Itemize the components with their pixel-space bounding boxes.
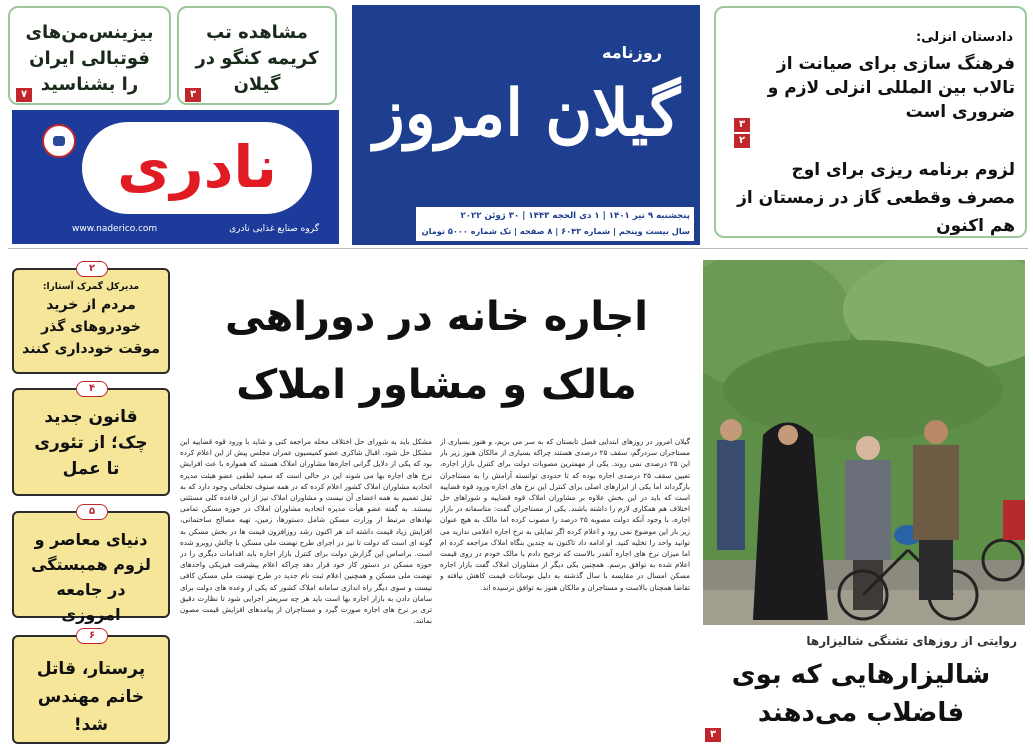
- photo-story-headline[interactable]: شالیزارهایی که بوی فاضلاب می‌دهند: [731, 660, 991, 728]
- masthead-issue-line: سال بیست وپنجم | شماره ۶۰۴۳ | ۸ صفحه | تک شماره ۵۰۰۰ تومان: [421, 226, 690, 236]
- page-number-badge: ۵: [76, 504, 108, 520]
- sidebar-teaser-solidarity[interactable]: [12, 506, 170, 624]
- sidebar-teaser-cheque-law[interactable]: [12, 383, 170, 496]
- page-number-badge: ۴: [76, 381, 108, 397]
- page-number-badge: ۷: [16, 88, 32, 102]
- ad-website[interactable]: www.naderico.com: [72, 224, 158, 234]
- ad-group-name: گروه صنایع غذایی نادری: [229, 224, 319, 234]
- ad-brand-name: نادری: [117, 133, 277, 201]
- sidebar-kicker: مدیرکل گمرک آستارا:: [42, 282, 140, 292]
- top-right-teaser-box[interactable]: [714, 6, 1027, 238]
- masthead-title: گیلان امروز: [373, 76, 681, 151]
- sidebar-teaser-nurse[interactable]: [12, 630, 170, 744]
- page-number-badge: ۲: [76, 261, 108, 277]
- masthead-date-line: پنجشنبه ۹ تیر ۱۴۰۱ | ۱ ذی الحجه ۱۴۴۳ | ۳۰ ژوئن ۲۰۲۲: [460, 211, 690, 221]
- section-divider: [8, 248, 1028, 249]
- teaser-congo-text: مشاهده تب کریمه کنگو در گیلان: [195, 22, 319, 95]
- top-right-kicker: دادستان انزلی:: [915, 30, 1013, 45]
- news-photo: [703, 260, 1025, 625]
- news-photo-illustration: [703, 260, 1025, 625]
- ad-brand-plate: [82, 122, 312, 214]
- teaser-football-text: بیزینس‌من‌های فوتبالی ایران را بشناسید: [25, 22, 154, 95]
- masthead-small-label: روزنامه: [602, 43, 662, 62]
- photo-story-kicker: روایتی از روزهای تشنگی شالیزارها: [806, 634, 1017, 648]
- newspaper-masthead: [352, 5, 700, 245]
- page-number-badge: ۳: [734, 118, 750, 132]
- naderi-ad[interactable]: [12, 110, 339, 244]
- article-column-right: گیلان امروز در روزهای ابتدایی فصل تابستان که به سر می بریم، و هنوز بسیاری از مستاجران سردرگم، سقف ۲۵ درصدی هستند چراکه بسیاری از مالکان هنوز زیر بار این ۲۵ درصدی نمی روند. یکی از مهمترین مصوبات دولت برای کنترل بازار اجاره، تعیین سقف ۲۵ درصدی اجاره بوده که تا حدودی توانسته آرامش را به مستاجران بازگرداند اما یکی از ابزارهای اصلی برای کنترل این نرخ های اجاره ورود قوه قضاییه است که باید در این بخش علاوه بر مشاوران املاک قوه قضاییه و شوراهای حل اختلاف هم همکاری لازم را داشته باشند. یکی از مستاجران گفت: متاسفانه در بازار اجاره، با وجود آنکه دولت مصوبه ۲۵ درصد را مصوب کرده اما مالک به هیچ عنوان زیر بار این موضوع نمی رود و اعلام کرده اگر تمایلی به نرخ اجاره اعلامی ندارید می توانید واحد را تخلیه کنید. او ادامه داد تاکنون به چندین بنگاه املاک مراجعه کرده ام اما میزان نرخ های اجاره آنقدر بالاست که ترجیح دادم با مالک خودم در روی قیمت اعلام شده به توافق برسم. همچنین یکی دیگر از مشاوران املاک گفت بازار اجاره مسکن امسال در مقایسه با سال گذشته به دلیل نوسانات قیمت کاهش نیافته و تقاضا همچنان بالاست و مستاجران و مالکان هنوز به توافق نرسیده اند.: [440, 437, 690, 592]
- page-number-badge: ۳: [185, 88, 201, 102]
- top-right-headline-1: فرهنگ سازی برای صیانت از تالاب بین المللی انزلی لازم و ضروری است: [767, 54, 1015, 122]
- ad-logo-circle: [42, 124, 76, 158]
- page-number-badge: ۳: [705, 728, 721, 742]
- article-column-left: مشکل باید به شورای حل اختلاف محله مراجعه کنی و شاید با ورود قوه قضاییه این مشکل حل شود. اقبال شاکری عضو کمیسیون عمران مجلس پیش از این اعلام کرده بود که یکی از دلایل گرانی اجاره‌ها مشاوران املاک هستند که همواره با عث افزایش نرخ های اجاره بها می شوند این در حالی است که سعید لطفی عضو هیئت مدیره اتحادیه مشاوران املاک کشور اعلام کرده که در همه صنوف تخلفاتی وجود دارد که به ثقل تعمیم به همه اعضای آن نیست و مشاوران املاک نیز از این قاعده کلی مستثنی نیستند. به گفته عضو هیأت مدیره اتحادیه مشاوران املاک در حوزه مسکن تمامی نهادهای مرتبط از وزارت مسکن شامل دستورها، زمین، تهیه مصالح ساختمانی، افزایش زیاد قیمت داشته اند هر اکنون رشد روزافزون قیمت ها در بخش مسکن به گونه ای است که دولت تا نیز در اجرای طرح نهضت ملی مسکن با چالش روبرو شده است. براساس این گزارش دولت برای کنترل بازار اجاره باید اقدامات دیگری را در حوزه مسکن در دستور کار خود قرار دهد چراکه اعلام پیشرفت فیزیکی واحدهای نهضت ملی مسکن و همچنین اعلام ثبت نام جدید در طرح نهضت ملی مسکن کافی نیست و سوی دیگر راه اندازی سامانه املاک کشور که یکی از وعده های دولت برای سامان دادن به بازار اجاره بها است باید هر چه سریعتر اجرایی شود تا نظارت دقیق تری بر نرخ های اجاره صورت گیرد و مستاجران از پیامدهای افزایش قیمت مصون بمانند.: [180, 437, 432, 626]
- sidebar-teaser-text: قانون جدید چک؛ از تئوری تا عمل: [34, 407, 148, 479]
- sidebar-teaser-text: مردم از خرید خودروهای گذر موقت خودداری کنند: [22, 297, 160, 357]
- main-headline-line-1[interactable]: اجاره خانه در دوراهی: [225, 294, 648, 340]
- page-number-badge: ۶: [76, 628, 108, 644]
- main-headline-line-2[interactable]: مالک و مشاور املاک: [236, 362, 637, 408]
- sidebar-teaser-text: دنیای معاصر و لزوم همبستگی در جامعه امروزی: [31, 530, 151, 624]
- teaser-box-football[interactable]: [8, 6, 171, 105]
- sidebar-teaser-text: پرستار، قاتل خانم مهندس شد!: [36, 659, 146, 735]
- sidebar-teaser-customs[interactable]: [12, 263, 170, 374]
- page-number-badge: ۲: [734, 134, 750, 148]
- top-right-headline-2: لزوم برنامه ریزی برای اوج مصرف وقطعی گاز در زمستان از هم اکنون: [737, 160, 1015, 236]
- teaser-box-congo[interactable]: [177, 6, 337, 105]
